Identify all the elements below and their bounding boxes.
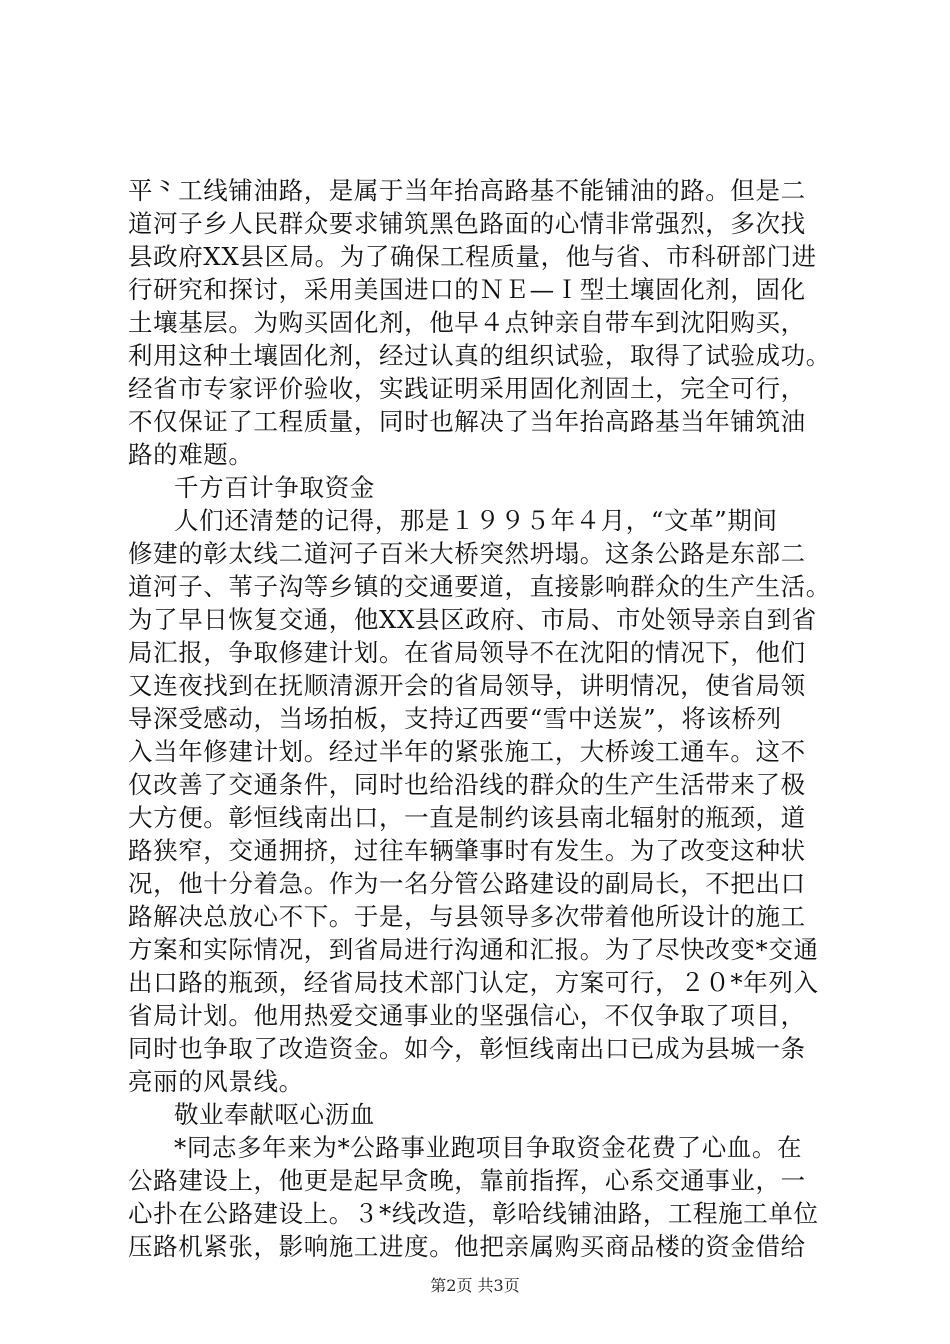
- text-line: 出口路的瓶颈，经省局技术部门认定，方案可行，２０*年列入: [128, 968, 819, 997]
- text-line: 导深受感动，当场拍板，支持辽西要“雪中送炭”，将该桥列: [128, 704, 782, 733]
- text-line: 心扑在公路建设上。３*线改造，彰哈线铺油路，工程施工单位: [128, 1199, 819, 1228]
- text-line: 修建的彰太线二道河子百米大桥突然坍塌。这条公路是东部二: [128, 539, 806, 568]
- text-line: 县政府XX县区局。为了确保工程质量，他与省、市科研部门进: [128, 242, 817, 271]
- text-line: 人们还清楚的记得，那是１９９５年４月，“文革”期间: [174, 506, 778, 535]
- text-line: 路解决总放心不下。于是，与县领导多次带着他所设计的施工: [128, 902, 806, 931]
- page-number: 第2页 共3页: [430, 1276, 520, 1295]
- text-line: 路狭窄，交通拥挤，过往车辆肇事时有发生。为了改变这种状: [128, 836, 806, 865]
- text-line: *同志多年来为*公路事业跑项目争取资金花费了心血。在: [174, 1133, 803, 1162]
- text-line: 利用这种土壤固化剂，经过认真的组织试验，取得了试验成功。: [128, 341, 831, 370]
- text-line: 入当年修建计划。经过半年的紧张施工，大桥竣工通车。这不: [128, 737, 806, 766]
- text-line: 平⺀工线铺油路，是属于当年抬高路基不能铺油的路。但是二: [128, 176, 806, 205]
- text-line: 公路建设上，他更是起早贪晚，靠前指挥，心系交通事业，一: [128, 1166, 806, 1195]
- text-line: 方案和实际情况，到省局进行沟通和汇报。为了尽快改变*交通: [128, 935, 819, 964]
- text-line: 道河子乡人民群众要求铺筑黑色路面的心情非常强烈，多次找: [128, 209, 806, 238]
- text-line: 经省市专家评价验收，实践证明采用固化剂固土，完全可行，: [128, 374, 806, 403]
- text-line: 省局计划。他用热爱交通事业的坚强信心，不仅争取了项目，: [128, 1001, 806, 1030]
- text-line: 仅改善了交通条件，同时也给沿线的群众的生产生活带来了极: [128, 770, 806, 799]
- text-line: 况，他十分着急。作为一名分管公路建设的副局长，不把出口: [128, 869, 806, 898]
- text-line: 不仅保证了工程质量，同时也解决了当年抬高路基当年铺筑油: [128, 407, 806, 436]
- text-line: 土壤基层。为购买固化剂，他早４点钟亲自带车到沈阳购买，: [128, 308, 806, 337]
- section-heading: 千方百计争取资金: [174, 473, 375, 502]
- text-line: 又连夜找到在抚顺清源开会的省局领导，讲明情况，使省局领: [128, 671, 806, 700]
- text-line: 亮丽的风景线。: [128, 1067, 304, 1096]
- text-line: 为了早日恢复交通，他XX县区政府、市局、市处领导亲自到省: [128, 605, 817, 634]
- text-line: 路的难题。: [128, 440, 254, 469]
- text-line: 道河子、苇子沟等乡镇的交通要道，直接影响群众的生产生活。: [128, 572, 831, 601]
- text-line: 局汇报，争取修建计划。在省局领导不在沈阳的情况下，他们: [128, 638, 806, 667]
- text-line: 行研究和探讨，采用美国进口的ＮＥ—Ｉ型土壤固化剂，固化: [128, 275, 806, 304]
- section-heading: 敬业奉献呕心沥血: [174, 1100, 375, 1129]
- text-line: 大方便。彰恒线南出口，一直是制约该县南北辐射的瓶颈，道: [128, 803, 806, 832]
- text-line: 压路机紧张，影响施工进度。他把亲属购买商品楼的资金借给: [128, 1232, 806, 1261]
- document-body: [128, 174, 832, 1263]
- page-footer: [0, 1273, 950, 1296]
- text-line: 同时也争取了改造资金。如今，彰恒线南出口已成为县城一条: [128, 1034, 806, 1063]
